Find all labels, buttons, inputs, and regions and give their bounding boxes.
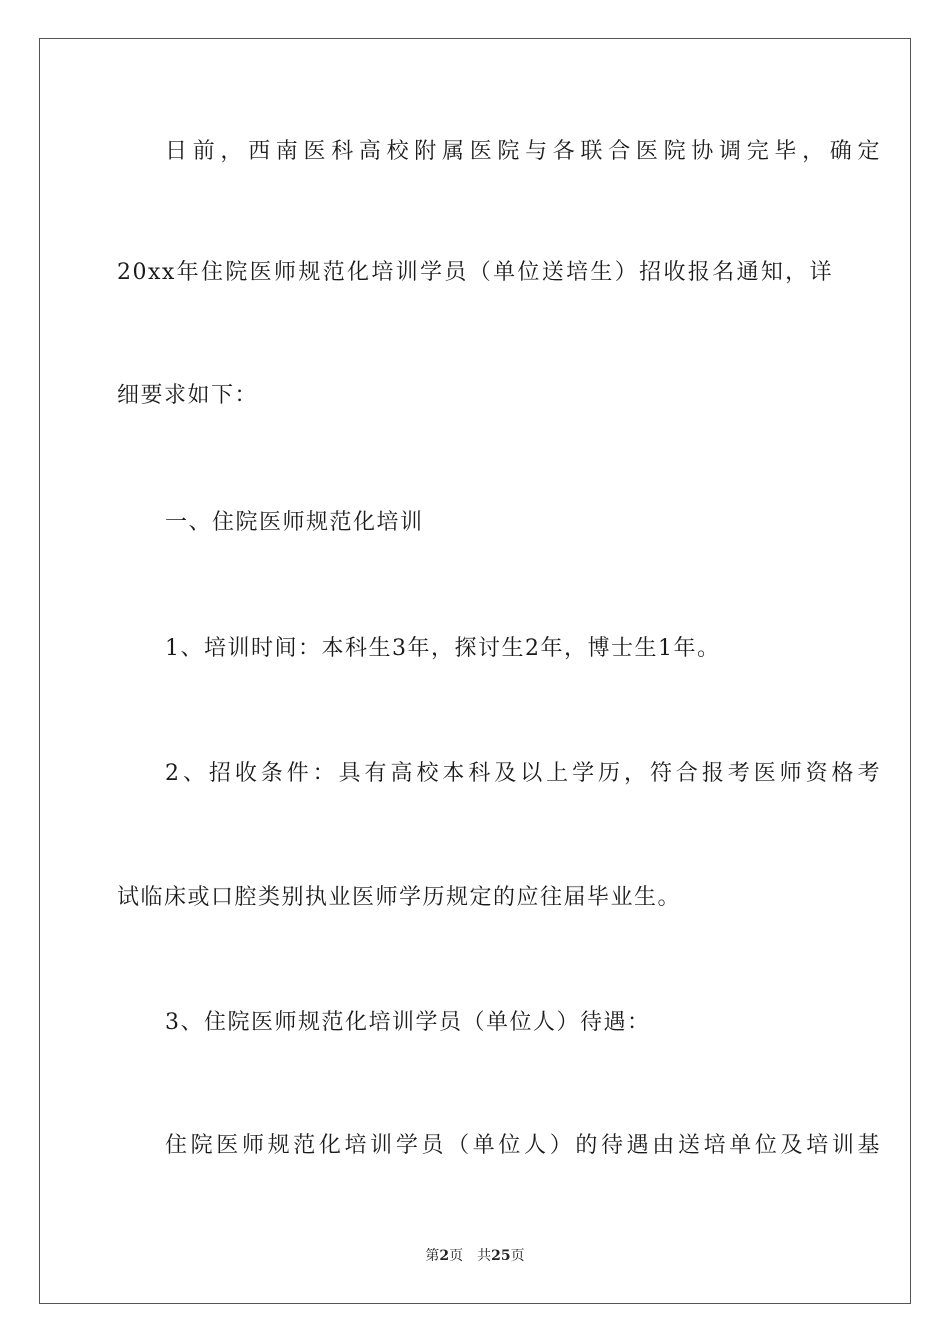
paragraph-line: 日前，西南医科高校附属医院与各联合医院协调完毕，确定 [165,139,881,164]
page-frame [39,38,911,1304]
paragraph-line: 2、招收条件：具有高校本科及以上学历，符合报考医师资格考 [165,761,881,786]
page-number: 2 [439,1248,450,1264]
paragraph-line: 住院医师规范化培训学员（单位人）的待遇由送培单位及培训基 [165,1133,881,1158]
page-footer [0,1246,950,1266]
page-prefix: 第 [425,1248,440,1264]
paragraph-line: 20xx年住院医师规范化培训学员（单位送培生）招收报名通知，详 [117,260,833,285]
total-prefix: 共 [477,1248,492,1264]
total-pages: 25 [491,1248,511,1264]
section-heading: 一、住院医师规范化培训 [165,510,424,535]
paragraph-line: 3、住院医师规范化培训学员（单位人）待遇： [165,1010,651,1035]
paragraph-line: 细要求如下： [117,383,259,408]
paragraph-line: 试临床或口腔类别执业医师学历规定的应往届毕业生。 [117,885,682,910]
paragraph-line: 1、培训时间：本科生3年，探讨生2年，博士生1年。 [165,636,721,661]
page-suffix: 页 [449,1248,464,1264]
total-suffix: 页 [510,1248,525,1264]
